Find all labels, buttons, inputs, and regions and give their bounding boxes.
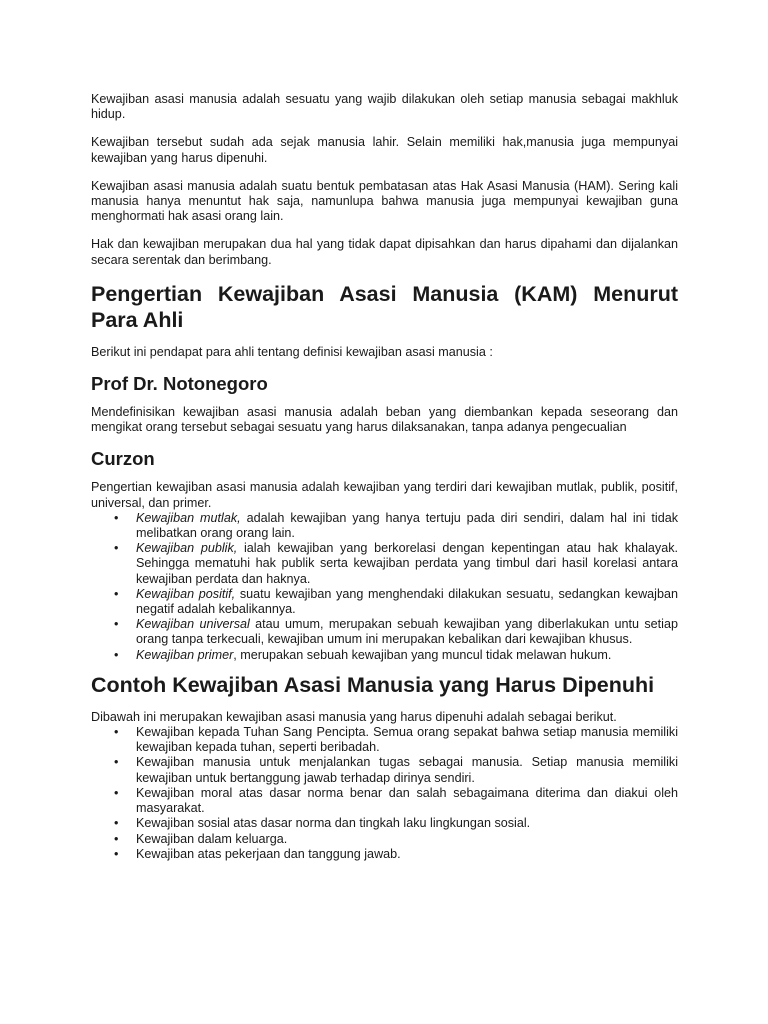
bullet-icon: • <box>114 617 119 632</box>
item-term: Kewajiban primer <box>136 647 234 662</box>
curzon-list <box>91 511 678 663</box>
list-item <box>91 541 678 587</box>
item-description: atau umum, merupakan sebuah kewajiban yang diberlakukan untu setiap orang tanpa terkecuali, kewajiban umum ini merupakan kebalikan dari kewajiban khusus. <box>136 617 678 647</box>
list-item <box>91 832 678 847</box>
item-text: Kewajiban atas pekerjaan dan tanggung jawab. <box>136 846 401 861</box>
item-text: Kewajiban moral atas dasar norma benar dan salah sebagaimana diterima dan diakui oleh masyarakat. <box>136 785 678 816</box>
item-term: Kewajiban mutlak, <box>136 510 241 525</box>
bullet-icon: • <box>114 586 119 601</box>
heading-notonegoro: Prof Dr. Notonegoro <box>91 373 268 395</box>
item-description: , merupakan sebuah kewajiban yang muncul tidak melawan hukum. <box>233 647 612 662</box>
bullet-icon: • <box>114 647 119 662</box>
notonegoro-definition: Mendefinisikan kewajiban asasi manusia adalah beban yang diembankan kepada seseorang dan mengikat orang tersebut sebagai sesuatu yang harus dilaksanakan, tanpa adanya pengecualian <box>91 405 678 435</box>
item-text: Kewajiban kepada Tuhan Sang Pencipta. Semua orang sepakat bahwa setiap manusia memiliki kewajiban kepada tuhan, seperti beribadah. <box>136 725 678 755</box>
intro-paragraph-2: Kewajiban tersebut sudah ada sejak manusia lahir. Selain memiliki hak,manusia juga mempunyai kewajiban yang harus dipenuhi. <box>91 135 678 165</box>
item-text: Kewajiban dalam keluarga. <box>136 831 288 846</box>
item-description: ialah kewajiban yang berkorelasi dengan kepentingan atau hak khalayak. Sehingga mematuhi hak publik serta kewajiban perdata yang timbul dari hasil korelasi antara kewajiban perdata dan haknya. <box>136 541 678 586</box>
list-item <box>91 648 678 663</box>
list-item <box>91 847 678 862</box>
bullet-icon: • <box>114 785 119 800</box>
bullet-icon: • <box>114 755 119 770</box>
list-item <box>91 786 678 816</box>
item-text: Kewajiban manusia untuk menjalankan tugas sebagai manusia. Setiap manusia memiliki kewajiban untuk bertanggung jawab terhadap dirinya sendiri. <box>136 755 678 785</box>
list-item <box>91 587 678 617</box>
list-item <box>91 617 678 647</box>
list-item <box>91 725 678 755</box>
heading-contoh: Contoh Kewajiban Asasi Manusia yang Harus Dipenuhi <box>91 672 655 697</box>
item-text: Kewajiban sosial atas dasar norma dan tingkah laku lingkungan sosial. <box>136 816 531 831</box>
heading-pengertian: Pengertian Kewajiban Asasi Manusia (KAM) Menurut Para Ahli <box>91 281 678 332</box>
curzon-definition: Pengertian kewajiban asasi manusia adalah kewajiban yang terdiri dari kewajiban mutlak, publik, positif, universal, dan primer. <box>91 480 678 510</box>
pengertian-intro: Berikut ini pendapat para ahli tentang definisi kewajiban asasi manusia : <box>91 344 493 359</box>
item-description: suatu kewajiban yang menghendaki dilakukan sesuatu, sedangkan kewajban negatif adalah kebalikannya. <box>136 586 678 617</box>
item-term: Kewajiban positif, <box>136 586 236 601</box>
intro-paragraph-3: Kewajiban asasi manusia adalah suatu bentuk pembatasan atas Hak Asasi Manusia (HAM). Sering kali manusia hanya menuntut hak saja, namunlupa bahwa manusia juga mempunyai kewajiban guna menghormati hak asasi orang lain. <box>91 178 678 224</box>
item-term: Kewajiban publik, <box>136 541 238 556</box>
item-term: Kewajiban universal <box>136 617 250 632</box>
bullet-icon: • <box>114 725 119 740</box>
bullet-icon: • <box>114 816 119 831</box>
contoh-list <box>91 725 678 862</box>
bullet-icon: • <box>114 510 119 525</box>
list-item <box>91 816 678 831</box>
contoh-intro: Dibawah ini merupakan kewajiban asasi manusia yang harus dipenuhi adalah sebagai berikut. <box>91 709 617 724</box>
list-item <box>91 755 678 785</box>
item-description: adalah kewajiban yang hanya tertuju pada diri sendiri, dalam hal ini tidak melibatkan orang orang lain. <box>136 510 679 541</box>
bullet-icon: • <box>114 846 119 861</box>
intro-paragraph-1: Kewajiban asasi manusia adalah sesuatu yang wajib dilakukan oleh setiap manusia sebagai makhluk hidup. <box>91 92 678 122</box>
list-item <box>91 511 678 541</box>
heading-curzon: Curzon <box>91 448 155 470</box>
bullet-icon: • <box>114 541 119 556</box>
bullet-icon: • <box>114 831 119 846</box>
intro-paragraph-4: Hak dan kewajiban merupakan dua hal yang tidak dapat dipisahkan dan harus dipahami dan dijalankan secara serentak dan berimbang. <box>91 237 678 267</box>
